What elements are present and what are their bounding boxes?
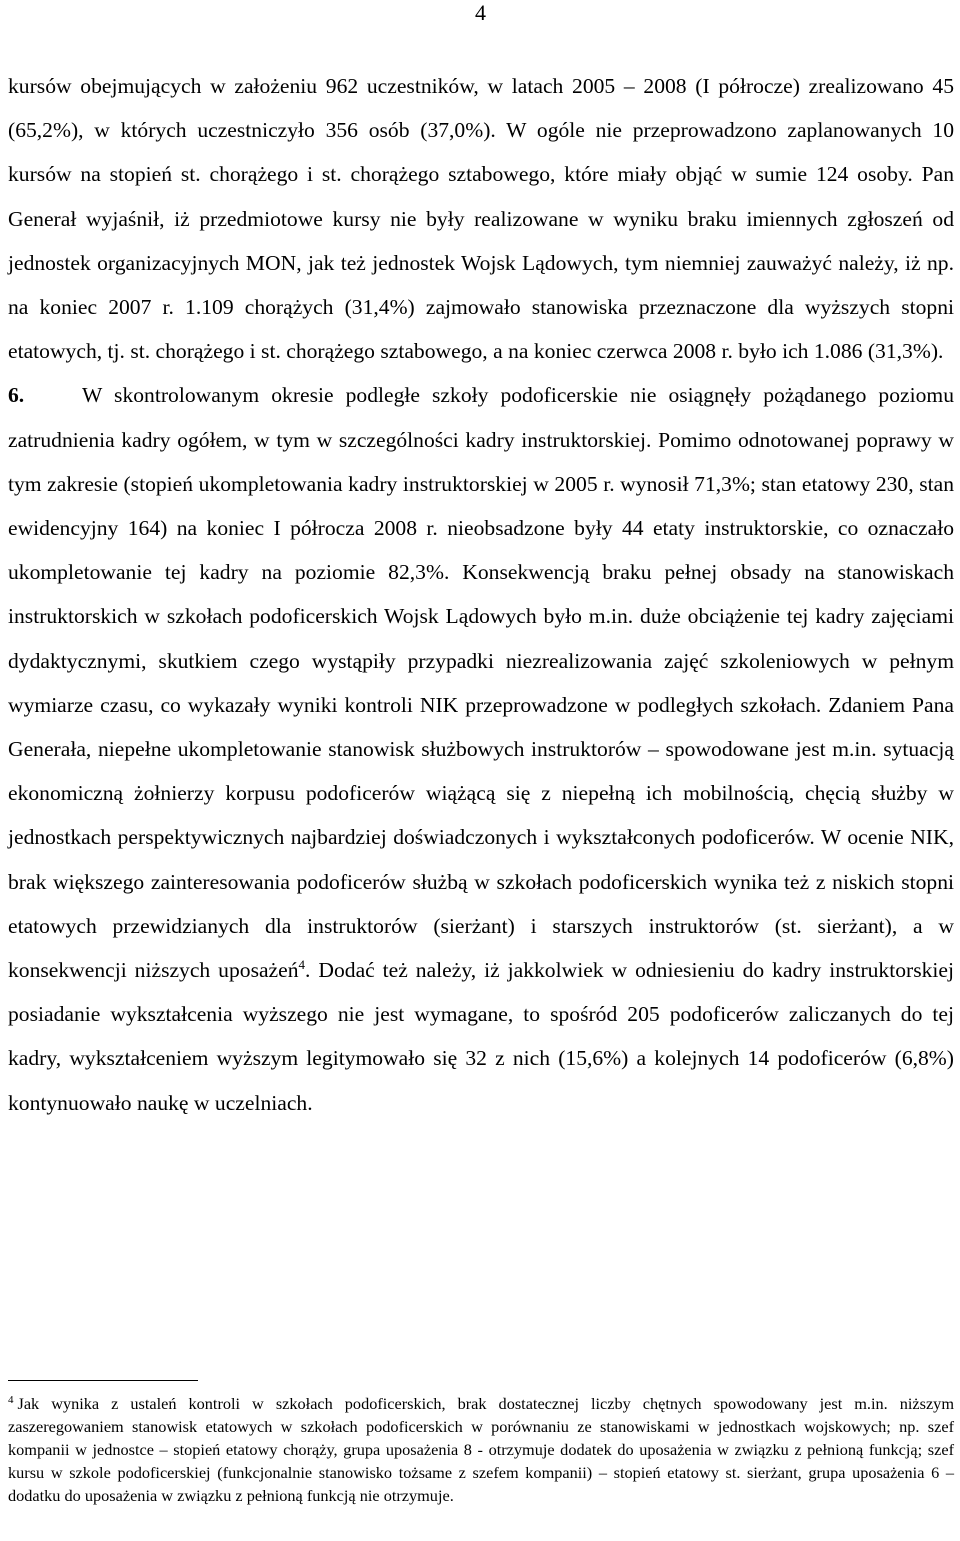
paragraph-6-text: W skontrolowanym okresie podległe szkoły podoficerskie nie osiągnęły pożądanego poziomu zatrudnienia kadry ogółem, w tym w szczególności kadry instruktorskiej. Pomimo odnotowanej poprawy w tym zakresie (stopień ukompletowania kadry instruktorskiej w 2005 r. wynosił 71,3%; stan etatowy 230, stan ewidencyjny 164) na koniec I półrocza 2008 r. nieobsadzone były 44 etaty instruktorskie, co oznaczało ukompletowanie tej kadry na poziomie 82,3%. Konsekwencją braku pełnej obsady na stanowiskach instruktorskich w szkołach podoficerskich Wojsk Lądowych było m.in. duże obciążenie tej kadry zajęciami dydaktycznymi, skutkiem czego wystąpiły przypadki niezrealizowania zajęć szkoleniowych w pełnym wymiarze czasu, co wykazały wyniki kontroli NIK przeprowadzone w podległych szkołach. Zdaniem Pana Generała, niepełne ukompletowanie stanowisk służbowych instruktorów – spowodowane jest m.in. sytuacją ekonomiczną żołnierzy korpusu podoficerów wiążącą się z niepełną ich mobilnością, chęcią służby w jednostkach perspektywicznych najbardziej doświadczonych i wykształconych podoficerów. W ocenie NIK, brak większego zainteresowania podoficerów służbą w szkołach podoficerskich wynika też z niskich stopni etatowych przewidzianych dla instruktorów (sierżant) i starszych instruktorów (st. sierżant), a w konsekwencji niższych uposażeń — [8, 383, 954, 983]
footnote — [8, 1392, 954, 1507]
footnote-text: Jak wynika z ustaleń kontroli w szkołach podoficerskich, brak dostatecznej liczby chętnych spowodowany jest m.in. niższym zaszeregowaniem stanowisk etatowych w szkołach podoficerskich w porównaniu ze stanowiskami w jednostkach wojskowych; np. szef kompanii w jednostce – stopień etatowy chorąży, grupa uposażenia 8 - otrzymuje dodatek do uposażenia w związku z pełnioną funkcją; szef kursu w szkole podoficerskiej (funkcjonalnie stanowisko tożsame z szefem kompanii) – stopień etatowy st. sierżant, grupa uposażenia 6 – dodatku do uposażenia w związku z pełnioną funkcją nie otrzymuje. — [8, 1394, 954, 1506]
paragraph-6-text-continued: . Dodać też należy, iż jakkolwiek w odniesieniu do kadry instruktorskiej posiadanie wykształcenia wyższego nie jest wymagane, to spośród 205 podoficerów zaliczanych do tej kadry, wykształceniem wyższym legitymowało się 32 z nich (15,6%) a kolejnych 14 podoficerów (6,8%) kontynuowało naukę w uczelniach. — [8, 958, 954, 1115]
paragraph-continuation: kursów obejmujących w założeniu 962 uczestników, w latach 2005 – 2008 (I półrocze) zrealizowano 45 (65,2%), w których uczestniczyło 356 osób (37,0%). W ogóle nie przeprowadzono zaplanowanych 10 kursów na stopień st. chorążego i st. chorążego sztabowego, które miały objąć w sumie 124 osoby. Pan Generał wyjaśnił, iż przedmiotowe kursy nie były realizowane w wyniku braku imiennych zgłoszeń od jednostek organizacyjnych MON, jak też jednostek Wojsk Lądowych, tym niemniej zauważyć należy, iż np. na koniec 2007 r. 1.109 chorążych (31,4%) zajmowało stanowiska przeznaczone dla wyższych stopni etatowych, tj. st. chorążego i st. chorążego sztabowego, a na koniec czerwca 2008 r. było ich 1.086 (31,3%). — [8, 74, 954, 364]
footnote-reference[interactable]: 4 — [298, 956, 306, 972]
paragraph-number: 6. — [8, 383, 25, 408]
footnote-entry — [8, 1392, 954, 1507]
footnote-marker: 4 — [8, 1393, 14, 1406]
page-number: 4 — [475, 0, 486, 25]
footnote-separator — [8, 1380, 198, 1381]
paragraph-6 — [8, 373, 954, 1124]
document-body — [8, 64, 954, 1125]
